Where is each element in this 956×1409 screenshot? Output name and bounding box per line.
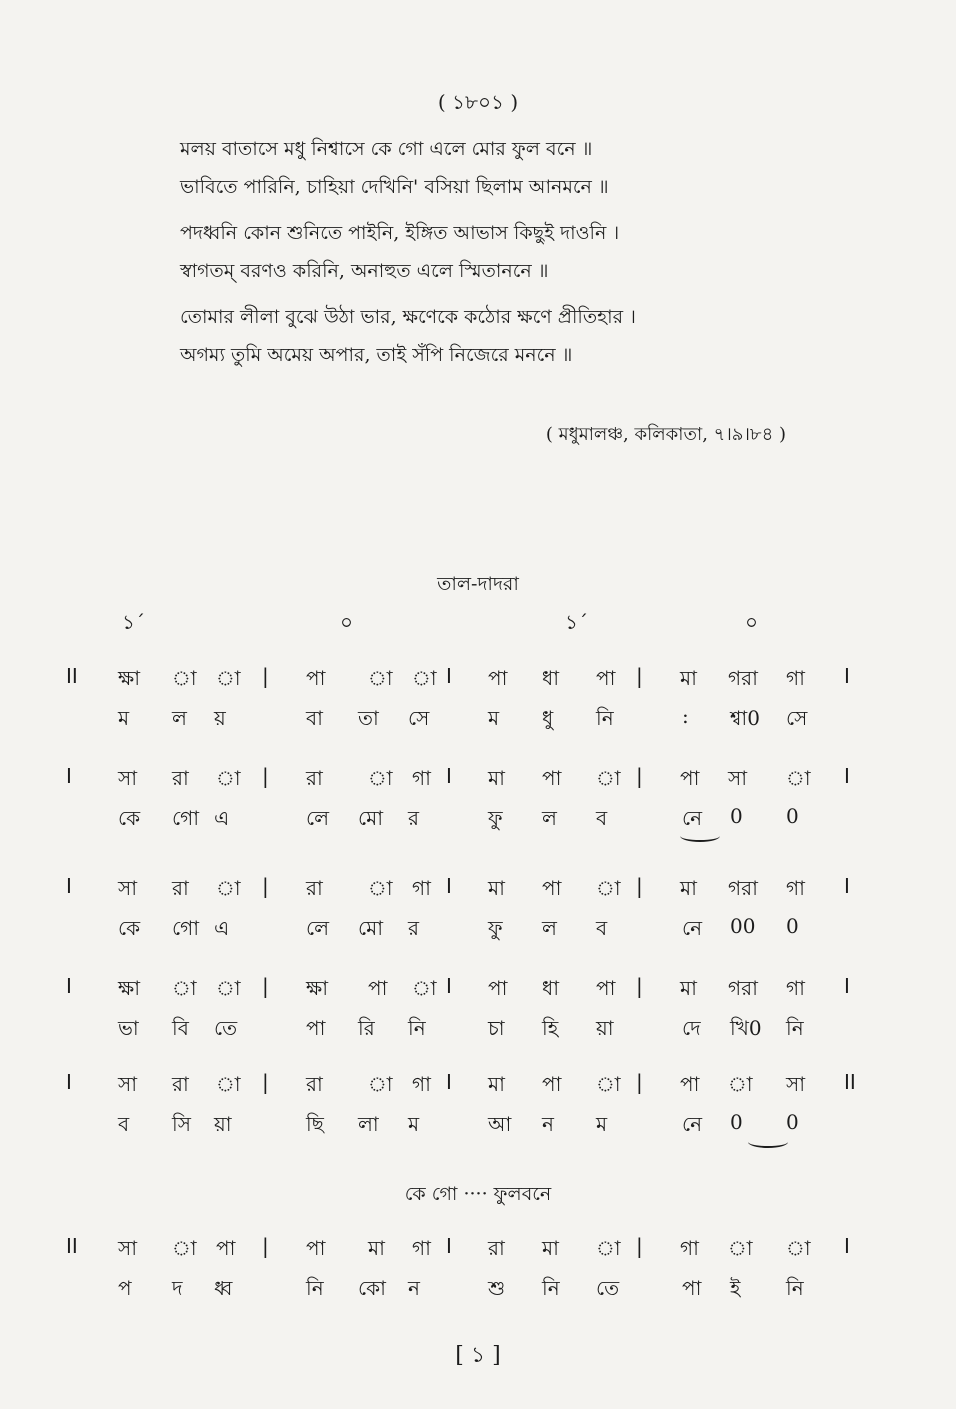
swara-note: ধা (542, 976, 560, 1000)
lyric-syllable: ন (542, 1112, 554, 1136)
bar-line: II (66, 664, 78, 688)
lyric-syllable: ব (596, 916, 608, 940)
lyric-row (0, 1274, 956, 1314)
lyric-syllable: গো (172, 916, 200, 940)
lyric-row (0, 1014, 956, 1054)
bar-line: | (262, 874, 269, 898)
swara-note: গা (412, 1072, 431, 1096)
notation-line (0, 664, 956, 744)
lyric-syllable: নি (596, 706, 614, 730)
swara-row (0, 874, 956, 914)
lyric-syllable: নি (408, 1016, 426, 1040)
notation-line (0, 1234, 956, 1314)
swara-note: পা (542, 766, 562, 790)
lyric-syllable: নি (786, 1016, 804, 1040)
swara-note: সা (728, 766, 748, 790)
swara-note: া (216, 976, 241, 1000)
swara-note: রা (306, 766, 323, 790)
lyric-syllable: ল (542, 806, 557, 830)
lyric-syllable: 0 (730, 1110, 743, 1134)
lyric-syllable: ফু (488, 916, 503, 940)
bar-line: I (844, 764, 850, 788)
swara-note: পা (306, 1236, 326, 1260)
lyric-syllable: ব (118, 1112, 130, 1136)
lyric-syllable: ম (118, 706, 130, 730)
page-number: ( ১৮০১ ) (437, 90, 519, 114)
bar-line: I (446, 974, 452, 998)
swara-note: মা (680, 876, 697, 900)
swara-note: া (596, 1072, 621, 1096)
lyric-syllable: শু (488, 1276, 506, 1300)
lyric-syllable: য়া (214, 1112, 232, 1136)
swara-note: ধা (542, 666, 560, 690)
poem-line: ভাবিতে পারিনি, চাহিয়া দেখিনি' বসিয়া ছিলাম আনমনে ॥ (180, 176, 609, 198)
bar-line: I (66, 874, 72, 898)
bar-line: | (636, 1070, 643, 1094)
beat-mark: ১´ (565, 610, 588, 634)
lyric-syllable: এ (214, 806, 230, 830)
lyric-syllable: নি (306, 1276, 324, 1300)
poem-line: স্বাগতম্ বরণও করিনি, অনাহুত এলে স্মিতাননে ॥ (180, 260, 549, 282)
swara-note: া (596, 766, 621, 790)
lyric-syllable: 0 (786, 1110, 799, 1134)
swara-note: া (596, 1236, 621, 1260)
poem-stanza (180, 130, 780, 206)
lyric-syllable: ই (730, 1276, 741, 1300)
poem-line: অগম্য তুমি অমেয় অপার, তাই সঁপি নিজেরে মননে ॥ (180, 344, 573, 366)
bar-line: | (636, 874, 643, 898)
lyric-syllable: নে (682, 806, 703, 830)
swara-row (0, 1070, 956, 1110)
lyric-syllable: ব (596, 806, 608, 830)
lyric-syllable: 0 (730, 804, 743, 828)
slur-mark (748, 1136, 788, 1148)
poem-stanza (180, 214, 780, 290)
bar-line: I (844, 1234, 850, 1258)
bar-line: | (262, 764, 269, 788)
swara-note: গা (412, 1236, 431, 1260)
lyric-syllable: চা (488, 1016, 505, 1040)
lyric-syllable: সে (408, 706, 430, 730)
swara-note: গরা (728, 976, 758, 1000)
slur-mark (680, 830, 720, 842)
swara-note: পা (368, 976, 388, 1000)
lyric-syllable: য়া (596, 1016, 614, 1040)
swara-note: পা (488, 666, 508, 690)
bar-line: I (446, 764, 452, 788)
lyric-syllable: পা (682, 1276, 702, 1300)
swara-note: মা (680, 666, 697, 690)
bar-line: | (262, 1070, 269, 1094)
beat-mark: ০ (745, 610, 759, 634)
lyric-syllable: নি (786, 1276, 804, 1300)
lyric-syllable: র (408, 916, 420, 940)
lyric-syllable: মো (358, 806, 384, 830)
lyric-syllable: কো (358, 1276, 386, 1300)
swara-note: ক্ষা (118, 976, 141, 1000)
lyric-row (0, 914, 956, 954)
lyric-row (0, 804, 956, 844)
lyric-syllable: ন (408, 1276, 420, 1300)
bar-line: I (446, 1234, 452, 1258)
lyric-syllable: ফু (488, 806, 503, 830)
swara-row (0, 664, 956, 704)
swara-note: মা (680, 976, 697, 1000)
swara-note: া (216, 666, 241, 690)
swara-note: গা (412, 766, 431, 790)
swara-note: রা (306, 1072, 323, 1096)
bar-line: | (636, 974, 643, 998)
swara-note: সা (118, 766, 138, 790)
swara-note: া (216, 876, 241, 900)
lyric-syllable: দে (682, 1016, 701, 1040)
swara-note: পা (680, 1072, 700, 1096)
swara-note: সা (118, 876, 138, 900)
swara-note: মা (488, 876, 505, 900)
lyric-syllable: হি (542, 1016, 559, 1040)
lyric-syllable: নে (682, 916, 703, 940)
bar-line: | (636, 664, 643, 688)
swara-note: পা (680, 766, 700, 790)
swara-note: পা (542, 876, 562, 900)
bar-line: I (446, 874, 452, 898)
bar-line: | (262, 1234, 269, 1258)
bar-line: | (262, 664, 269, 688)
bar-line: I (66, 764, 72, 788)
lyric-syllable: কে (118, 806, 141, 830)
lyric-syllable: বা (306, 706, 323, 730)
lyric-syllable: গো (172, 806, 200, 830)
lyric-syllable: শ্বা0 (730, 706, 760, 730)
swara-note: া (368, 666, 393, 690)
bar-line: I (446, 664, 452, 688)
lyric-syllable: ছি (306, 1112, 324, 1136)
notation-line (0, 1070, 956, 1150)
lyric-syllable: এ (214, 916, 230, 940)
lyric-syllable: বি (172, 1016, 189, 1040)
swara-note: সা (118, 1236, 138, 1260)
lyric-syllable: নে (682, 1112, 703, 1136)
lyric-syllable: 0 (786, 914, 799, 938)
swara-note: গরা (728, 666, 758, 690)
swara-note: পা (542, 1072, 562, 1096)
swara-note: া (728, 1072, 753, 1096)
bar-line: II (66, 1234, 78, 1258)
lyric-syllable: সে (786, 706, 808, 730)
swara-note: মা (488, 766, 505, 790)
notation-line (0, 974, 956, 1054)
bar-line: | (636, 764, 643, 788)
bar-line: | (636, 1234, 643, 1258)
lyric-syllable: ধ্ব (214, 1276, 233, 1300)
bar-line: | (262, 974, 269, 998)
swara-note: গা (786, 876, 805, 900)
swara-note: মা (368, 1236, 385, 1260)
notation-line (0, 874, 956, 954)
lyric-syllable: প (118, 1276, 132, 1300)
swara-note: া (412, 976, 437, 1000)
poem-line: তোমার লীলা বুঝে উঠা ভার, ক্ষণেকে কঠোর ক্ষণে প্রীতিহার । (180, 306, 636, 328)
swara-note: গা (680, 1236, 699, 1260)
lyric-syllable: খি0 (730, 1016, 762, 1040)
swara-note: রা (172, 876, 189, 900)
swara-note: া (216, 1072, 241, 1096)
swara-note: মা (542, 1236, 559, 1260)
lyric-syllable: আ (488, 1112, 512, 1136)
beat-marks (0, 608, 956, 638)
beat-mark: ১´ (122, 610, 145, 634)
lyric-syllable: লা (358, 1112, 379, 1136)
swara-note: সা (786, 1072, 806, 1096)
bar-line: I (844, 874, 850, 898)
poem-stanza (180, 298, 780, 374)
lyric-syllable: ল (542, 916, 557, 940)
swara-row (0, 974, 956, 1014)
lyric-syllable: তে (596, 1276, 620, 1300)
lyric-syllable: তে (214, 1016, 238, 1040)
lyric-syllable: 0 (786, 804, 799, 828)
lyric-syllable: লে (306, 916, 330, 940)
lyric-syllable: ল (172, 706, 187, 730)
lyric-syllable: নি (542, 1276, 560, 1300)
swara-note: া (368, 876, 393, 900)
swara-note: রা (172, 766, 189, 790)
swara-note: গা (786, 666, 805, 690)
swara-note: া (786, 1236, 811, 1260)
lyric-syllable: পা (306, 1016, 326, 1040)
swara-note: া (368, 1072, 393, 1096)
swara-note: া (172, 1236, 197, 1260)
swara-note: মা (488, 1072, 505, 1096)
swara-note: রা (488, 1236, 505, 1260)
lyric-syllable: লে (306, 806, 330, 830)
lyric-syllable: তা (358, 706, 379, 730)
lyric-syllable: ম (596, 1112, 608, 1136)
lyric-syllable: র (408, 806, 420, 830)
swara-note: া (172, 976, 197, 1000)
swara-note: পা (306, 666, 326, 690)
notation-line (0, 764, 956, 844)
swara-note: ক্ষা (306, 976, 329, 1000)
swara-note: গা (786, 976, 805, 1000)
lyric-syllable: ধু (542, 706, 554, 730)
source-note: ( মধুমালঞ্চ, কলিকাতা, ৭।৯।৮৪ ) (545, 424, 786, 445)
swara-note: পা (596, 976, 616, 1000)
swara-note: া (728, 1236, 753, 1260)
poem-line: মলয় বাতাসে মধু নিশ্বাসে কে গো এলে মোর ফুল বনে ॥ (180, 138, 593, 160)
swara-note: া (412, 666, 437, 690)
swara-note: ক্ষা (118, 666, 141, 690)
swara-note: পা (488, 976, 508, 1000)
swara-note: পা (216, 1236, 236, 1260)
bar-line: II (844, 1070, 856, 1094)
swara-row (0, 764, 956, 804)
swara-row (0, 1234, 956, 1274)
swara-note: া (786, 766, 811, 790)
lyric-syllable: মো (358, 916, 384, 940)
lyric-syllable: দ (172, 1276, 183, 1300)
lyric-syllable: রি (358, 1016, 375, 1040)
lyric-syllable: য় (214, 706, 226, 730)
tala-heading: তাল-দাদরা (437, 573, 519, 595)
beat-mark: ০ (340, 610, 354, 634)
lyric-syllable: : (682, 704, 689, 728)
poem (180, 130, 780, 382)
bar-line: I (446, 1070, 452, 1094)
swara-note: রা (172, 1072, 189, 1096)
bar-line: I (66, 974, 72, 998)
bar-line: I (66, 1070, 72, 1094)
lyric-syllable: ভা (118, 1016, 139, 1040)
poem-line: পদধ্বনি কোন শুনিতে পাইনি, ইঙ্গিত আভাস কিছুই দাওনি । (180, 222, 620, 244)
lyric-row (0, 704, 956, 744)
lyric-row (0, 1110, 956, 1150)
lyric-syllable: ম (488, 706, 500, 730)
lyric-syllable: ম (408, 1112, 420, 1136)
swara-note: গরা (728, 876, 758, 900)
swara-note: া (368, 766, 393, 790)
swara-note: া (596, 876, 621, 900)
lyric-syllable: 00 (730, 914, 756, 938)
refrain-cue: কে গো ···· ফুলবনে (404, 1183, 552, 1205)
bar-line: I (844, 664, 850, 688)
swara-note: া (172, 666, 197, 690)
swara-note: া (216, 766, 241, 790)
swara-note: সা (118, 1072, 138, 1096)
bar-line: I (844, 974, 850, 998)
swara-note: গা (412, 876, 431, 900)
swara-note: পা (596, 666, 616, 690)
swara-note: রা (306, 876, 323, 900)
lyric-syllable: কে (118, 916, 141, 940)
footer-mark: [ ১ ] (455, 1343, 501, 1368)
lyric-syllable: সি (172, 1112, 191, 1136)
